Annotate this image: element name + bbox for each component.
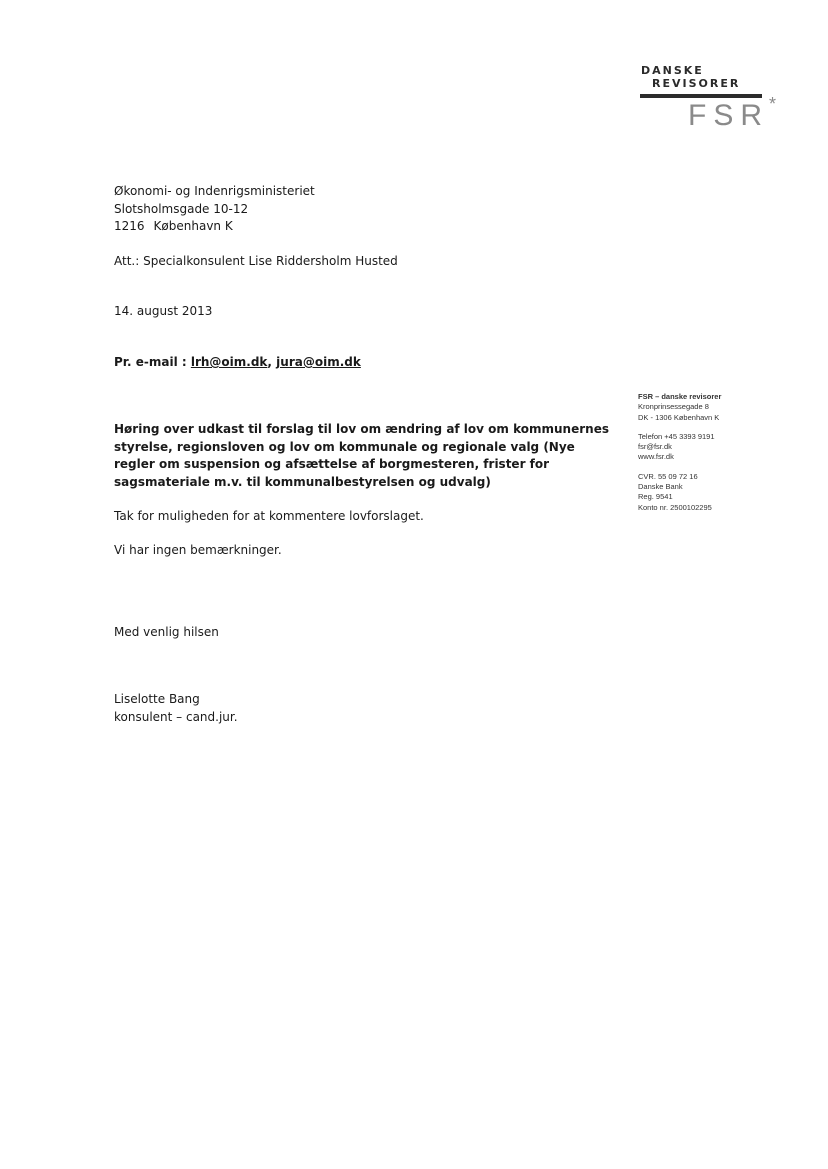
sender-org-name: FSR – danske revisorer <box>638 392 722 401</box>
email-line <box>114 354 361 371</box>
sender-account: Konto nr. 2500102295 <box>638 502 712 512</box>
signature-title: konsulent – cand.jur. <box>114 710 238 724</box>
logo-line-danske: DANSKE <box>641 64 704 77</box>
body-paragraph-2: Vi har ingen bemærkninger. <box>114 543 282 557</box>
sender-contact-block <box>638 392 721 513</box>
attention-line: Att.: Specialkonsulent Lise Riddersholm Husted <box>114 254 398 268</box>
logo-mark-text: FSR <box>688 99 769 132</box>
sender-phone: Telefon +45 3393 9191 <box>638 431 715 441</box>
body-paragraph-1: Tak for muligheden for at kommentere lovforslaget. <box>114 509 424 523</box>
sender-email[interactable]: fsr@fsr.dk <box>638 442 672 452</box>
recipient-city: København K <box>153 219 233 233</box>
recipient-city-line <box>114 218 233 235</box>
recipient-name: Økonomi- og Indenrigsministeriet <box>114 184 315 198</box>
sender-address-street: Kronprinsessegade 8 <box>638 402 709 412</box>
sender-address-city: DK - 1306 København K <box>638 412 720 422</box>
email-link-lrh[interactable]: lrh@oim.dk <box>190 355 268 369</box>
logo-mark <box>688 94 777 132</box>
sender-cvr: CVR. 55 09 72 16 <box>638 471 698 481</box>
fsr-logo <box>640 64 777 132</box>
logo-star: * <box>769 94 777 114</box>
email-prefix: Pr. e-mail : <box>114 355 191 369</box>
sender-bank: Danske Bank <box>638 482 683 492</box>
sender-website[interactable]: www.fsr.dk <box>638 452 674 462</box>
recipient-postal-code: 1216 <box>114 219 145 233</box>
signature-name: Liselotte Bang <box>114 692 200 706</box>
letter-date: 14. august 2013 <box>114 304 213 318</box>
recipient-street: Slotsholmsgade 10-12 <box>114 202 249 216</box>
letter-subject: Høring over udkast til forslag til lov om ændring af lov om kommunernes styrelse, regionsloven og lov om kommunale og regionale valg (Nye regler om suspension og afsættelse af borgmesteren, frister for sagsmateriale m.v. til kommunalbestyrelsen og udvalg) <box>114 422 609 489</box>
sender-reg: Reg. 9541 <box>638 492 673 502</box>
email-link-jura[interactable]: jura@oim.dk <box>276 355 361 369</box>
closing-greeting: Med venlig hilsen <box>114 625 219 639</box>
email-separator: , <box>267 355 277 369</box>
logo-divider <box>640 94 762 98</box>
logo-line-revisorer: REVISORER <box>652 77 741 90</box>
